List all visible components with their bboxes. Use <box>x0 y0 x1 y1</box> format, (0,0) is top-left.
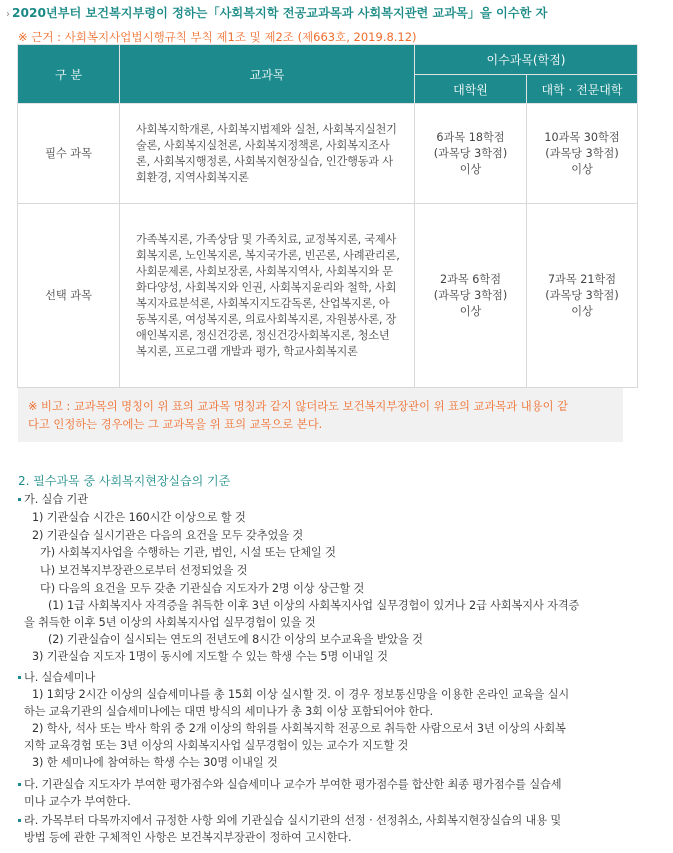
remark-line-1: ※ 비고 : 교과목의 명칭이 위 표의 교과목 명칭과 같지 않더라도 보건복지부장관이 위 표의 교과목과 내용이 같 <box>28 400 568 413</box>
item-da: 다. 기관실습 지도자가 부여한 평가점수와 실습세미나 교수가 부여한 평가점수를 합산한 최종 평가점수를 실습세 <box>24 778 562 791</box>
list-item: 나) 보건복지부장관으로부터 선정되었을 것 <box>40 564 248 577</box>
table-row-required <box>18 104 638 204</box>
bullet-icon <box>18 676 21 679</box>
header-credits: 이수과목(학점) <box>415 45 638 75</box>
list-item: 3) 기관실습 지도자 1명이 동시에 지도할 수 있는 학생 수는 5명 이내일 것 <box>32 650 388 663</box>
list-item: (1) 1급 사회복지사 자격증을 취득한 이후 3년 이상의 사회복지사업 실무경험이 있거나 2급 사회복지사 자격증 <box>48 599 580 612</box>
list-item: 3) 한 세미나에 참여하는 학생 수는 30명 이내일 것 <box>32 756 278 769</box>
list-item: 하는 교육기관의 실습세미나에는 대면 방식의 세미나가 총 3회 이상 포함되어야 한다. <box>24 705 434 718</box>
bullet-icon <box>18 783 21 786</box>
bullet-icon <box>18 498 21 501</box>
header-grad: 대학원 <box>415 75 527 104</box>
row-univ-credits: 10과목 30학점 (과목당 3학점) 이상 <box>527 104 638 204</box>
header-category: 구 분 <box>18 45 120 104</box>
list-item: 미나 교수가 부여한다. <box>24 795 131 808</box>
list-item: 다) 다음의 요건을 모두 갖춘 기관실습 지도자가 2명 이상 상근할 것 <box>40 582 365 595</box>
table-row-elective <box>18 204 638 388</box>
list-item: 가) 사회복지사업을 수행하는 기관, 법인, 시설 또는 단체일 것 <box>40 546 336 559</box>
list-item: 1) 기관실습 시간은 160시간 이상으로 할 것 <box>32 511 246 524</box>
remark-line-2: 다고 인정하는 경우에는 그 교과목을 위 표의 교목으로 본다. <box>28 418 323 431</box>
remark-box <box>18 388 623 442</box>
curriculum-table <box>17 44 638 388</box>
row-univ-credits: 7과목 21학점 (과목당 3학점) 이상 <box>527 204 638 388</box>
list-item: 을 취득한 이후 5년 이상의 사회복지사업 실무경험이 있을 것 <box>24 616 316 629</box>
row-subjects: 사회복지학개론, 사회복지법제와 실천, 사회복지실천기술론, 사회복지실천론, 사회복지정책론, 사회복지조사론, 사회복지행정론, 사회복지현장실습, 인간행동과 사회환경, 지역사회복지론 <box>120 104 415 204</box>
row-grad-credits: 6과목 18학점 (과목당 3학점) 이상 <box>415 104 527 204</box>
row-subjects: 가족복지론, 가족상담 및 가족치료, 교정복지론, 국제사회복지론, 노인복지론, 복지국가론, 빈곤론, 사례관리론, 사회문제론, 사회보장론, 사회복지역사, 사회복지와 문화다양성, 사회복지와 인권, 사회복지윤리와 철학, 사회복지자료분석론, 사회복지지도감독론, 산업복지론, 아동복지론, 여성복지론, 의료사회복지론, 자원봉사론, 장애인복지론, 정신건강론, 정신건강사회복지론, 청소년복지론, 프로그램 개발과 평가, 학교사회복지론 <box>120 204 415 388</box>
list-item: 2) 기관실습 실시기관은 다음의 요건을 모두 갖추었을 것 <box>32 529 304 542</box>
list-item: (2) 기관실습이 실시되는 연도의 전년도에 8시간 이상의 보수교육을 받았을 것 <box>48 633 423 646</box>
header-subjects: 교과목 <box>120 45 415 104</box>
bullet-icon <box>18 819 21 822</box>
item-na-title: 나. 실습세미나 <box>24 671 96 684</box>
list-item: 2) 학사, 석사 또는 박사 학위 중 2개 이상의 학위를 사회복지학 전공으로 취득한 사람으로서 3년 이상의 사회복 <box>32 722 566 735</box>
row-category: 필수 과목 <box>18 104 120 204</box>
section-heading: › 2020년부터 보건복지부령이 정하는「사회복지학 전공교과목과 사회복지관련 교과목」을 이수한 자 <box>6 6 548 20</box>
list-item: 방법 등에 관한 구체적인 사항은 보건복지부장관이 정하여 고시한다. <box>24 831 352 844</box>
row-grad-credits: 2과목 6학점 (과목당 3학점) 이상 <box>415 204 527 388</box>
item-ra: 라. 가목부터 다목까지에서 규정한 사항 외에 기관실습 실시기관의 선정 · 선정취소, 사회복지현장실습의 내용 및 <box>24 814 562 827</box>
section-2-title: 2. 필수과목 중 사회복지현장실습의 기준 <box>18 474 231 488</box>
list-item: 지학 교육경험 또는 3년 이상의 사회복지사업 실무경험이 있는 교수가 지도할 것 <box>24 739 409 752</box>
row-category: 선택 과목 <box>18 204 120 388</box>
legal-basis: ※ 근거 : 사회복지사업법시행규칙 부칙 제1조 및 제2조 (제663호, 2019.8.12) <box>18 30 417 44</box>
header-univ: 대학 · 전문대학 <box>527 75 638 104</box>
chevron-right-icon: › <box>6 9 10 20</box>
item-ga-title: 가. 실습 기관 <box>24 493 88 506</box>
list-item: 1) 1회당 2시간 이상의 실습세미나를 총 15회 이상 실시할 것. 이 경우 정보통신망을 이용한 온라인 교육을 실시 <box>32 688 570 701</box>
